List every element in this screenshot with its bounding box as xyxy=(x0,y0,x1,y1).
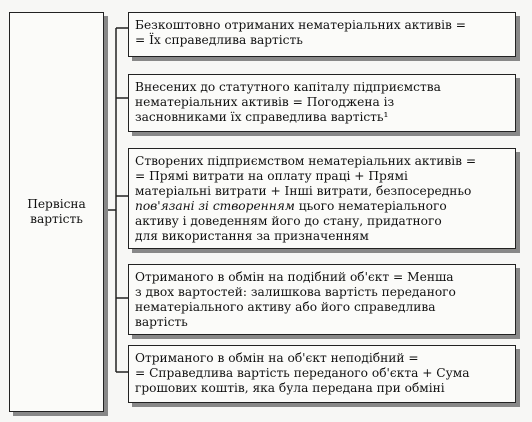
box-4-line-2: з двох вартостей: залишкова вартість переданого xyxy=(135,285,456,299)
box-2-line-2: нематеріальних активів = Погоджена із xyxy=(135,95,395,109)
self-created-assets-box xyxy=(128,148,516,249)
box-1-line-2: = Їх справедлива вартість xyxy=(135,33,303,47)
box-3-line-2: = Прямі витрати на оплату праці + Прямі xyxy=(135,169,408,183)
main-label-line-1: Первісна xyxy=(27,197,86,211)
main-label-line-2: вартість xyxy=(30,212,83,226)
box-4-line-3: нематеріального активу або його справедлива xyxy=(135,300,436,314)
box-5-line-2: = Справедлива вартість переданого об'єкта + Сума xyxy=(135,366,470,380)
emphasized-text: пов'язані зі створенням xyxy=(135,199,295,213)
box-3-line-5: активу і доведенням його до стану, придатного xyxy=(135,214,442,228)
similar-exchange-box xyxy=(128,264,516,335)
box-3-line-4: пов'язані зі створенням цього нематеріального xyxy=(135,199,447,213)
initial-cost-box xyxy=(9,12,104,412)
box-5-line-1: Отриманого в обмін на об'єкт неподібний = xyxy=(135,351,419,365)
box-3-line-6: для використання за призначенням xyxy=(135,229,369,243)
free-assets-box xyxy=(128,12,516,57)
dissimilar-exchange-box xyxy=(128,345,516,403)
box-5-line-3: грошових коштів, яка була передана при обміні xyxy=(135,381,445,395)
box-4-line-4: вартість xyxy=(135,315,188,329)
box-4-line-1: Отриманого в обмін на подібний об'єкт = Менша xyxy=(135,270,454,284)
box-1-line-1: Безкоштовно отриманих нематеріальних активів = xyxy=(135,18,466,32)
box-3-line-1: Створених підприємством нематеріальних активів = xyxy=(135,154,477,168)
box-2-line-3: засновниками їх справедлива вартість¹ xyxy=(135,110,389,124)
box-2-line-1: Внесених до статутного капіталу підприємства xyxy=(135,80,441,94)
box-3-line-3: матеріальні витрати + Інші витрати, безпосередньо xyxy=(135,184,472,198)
capital-contribution-box xyxy=(128,74,516,132)
